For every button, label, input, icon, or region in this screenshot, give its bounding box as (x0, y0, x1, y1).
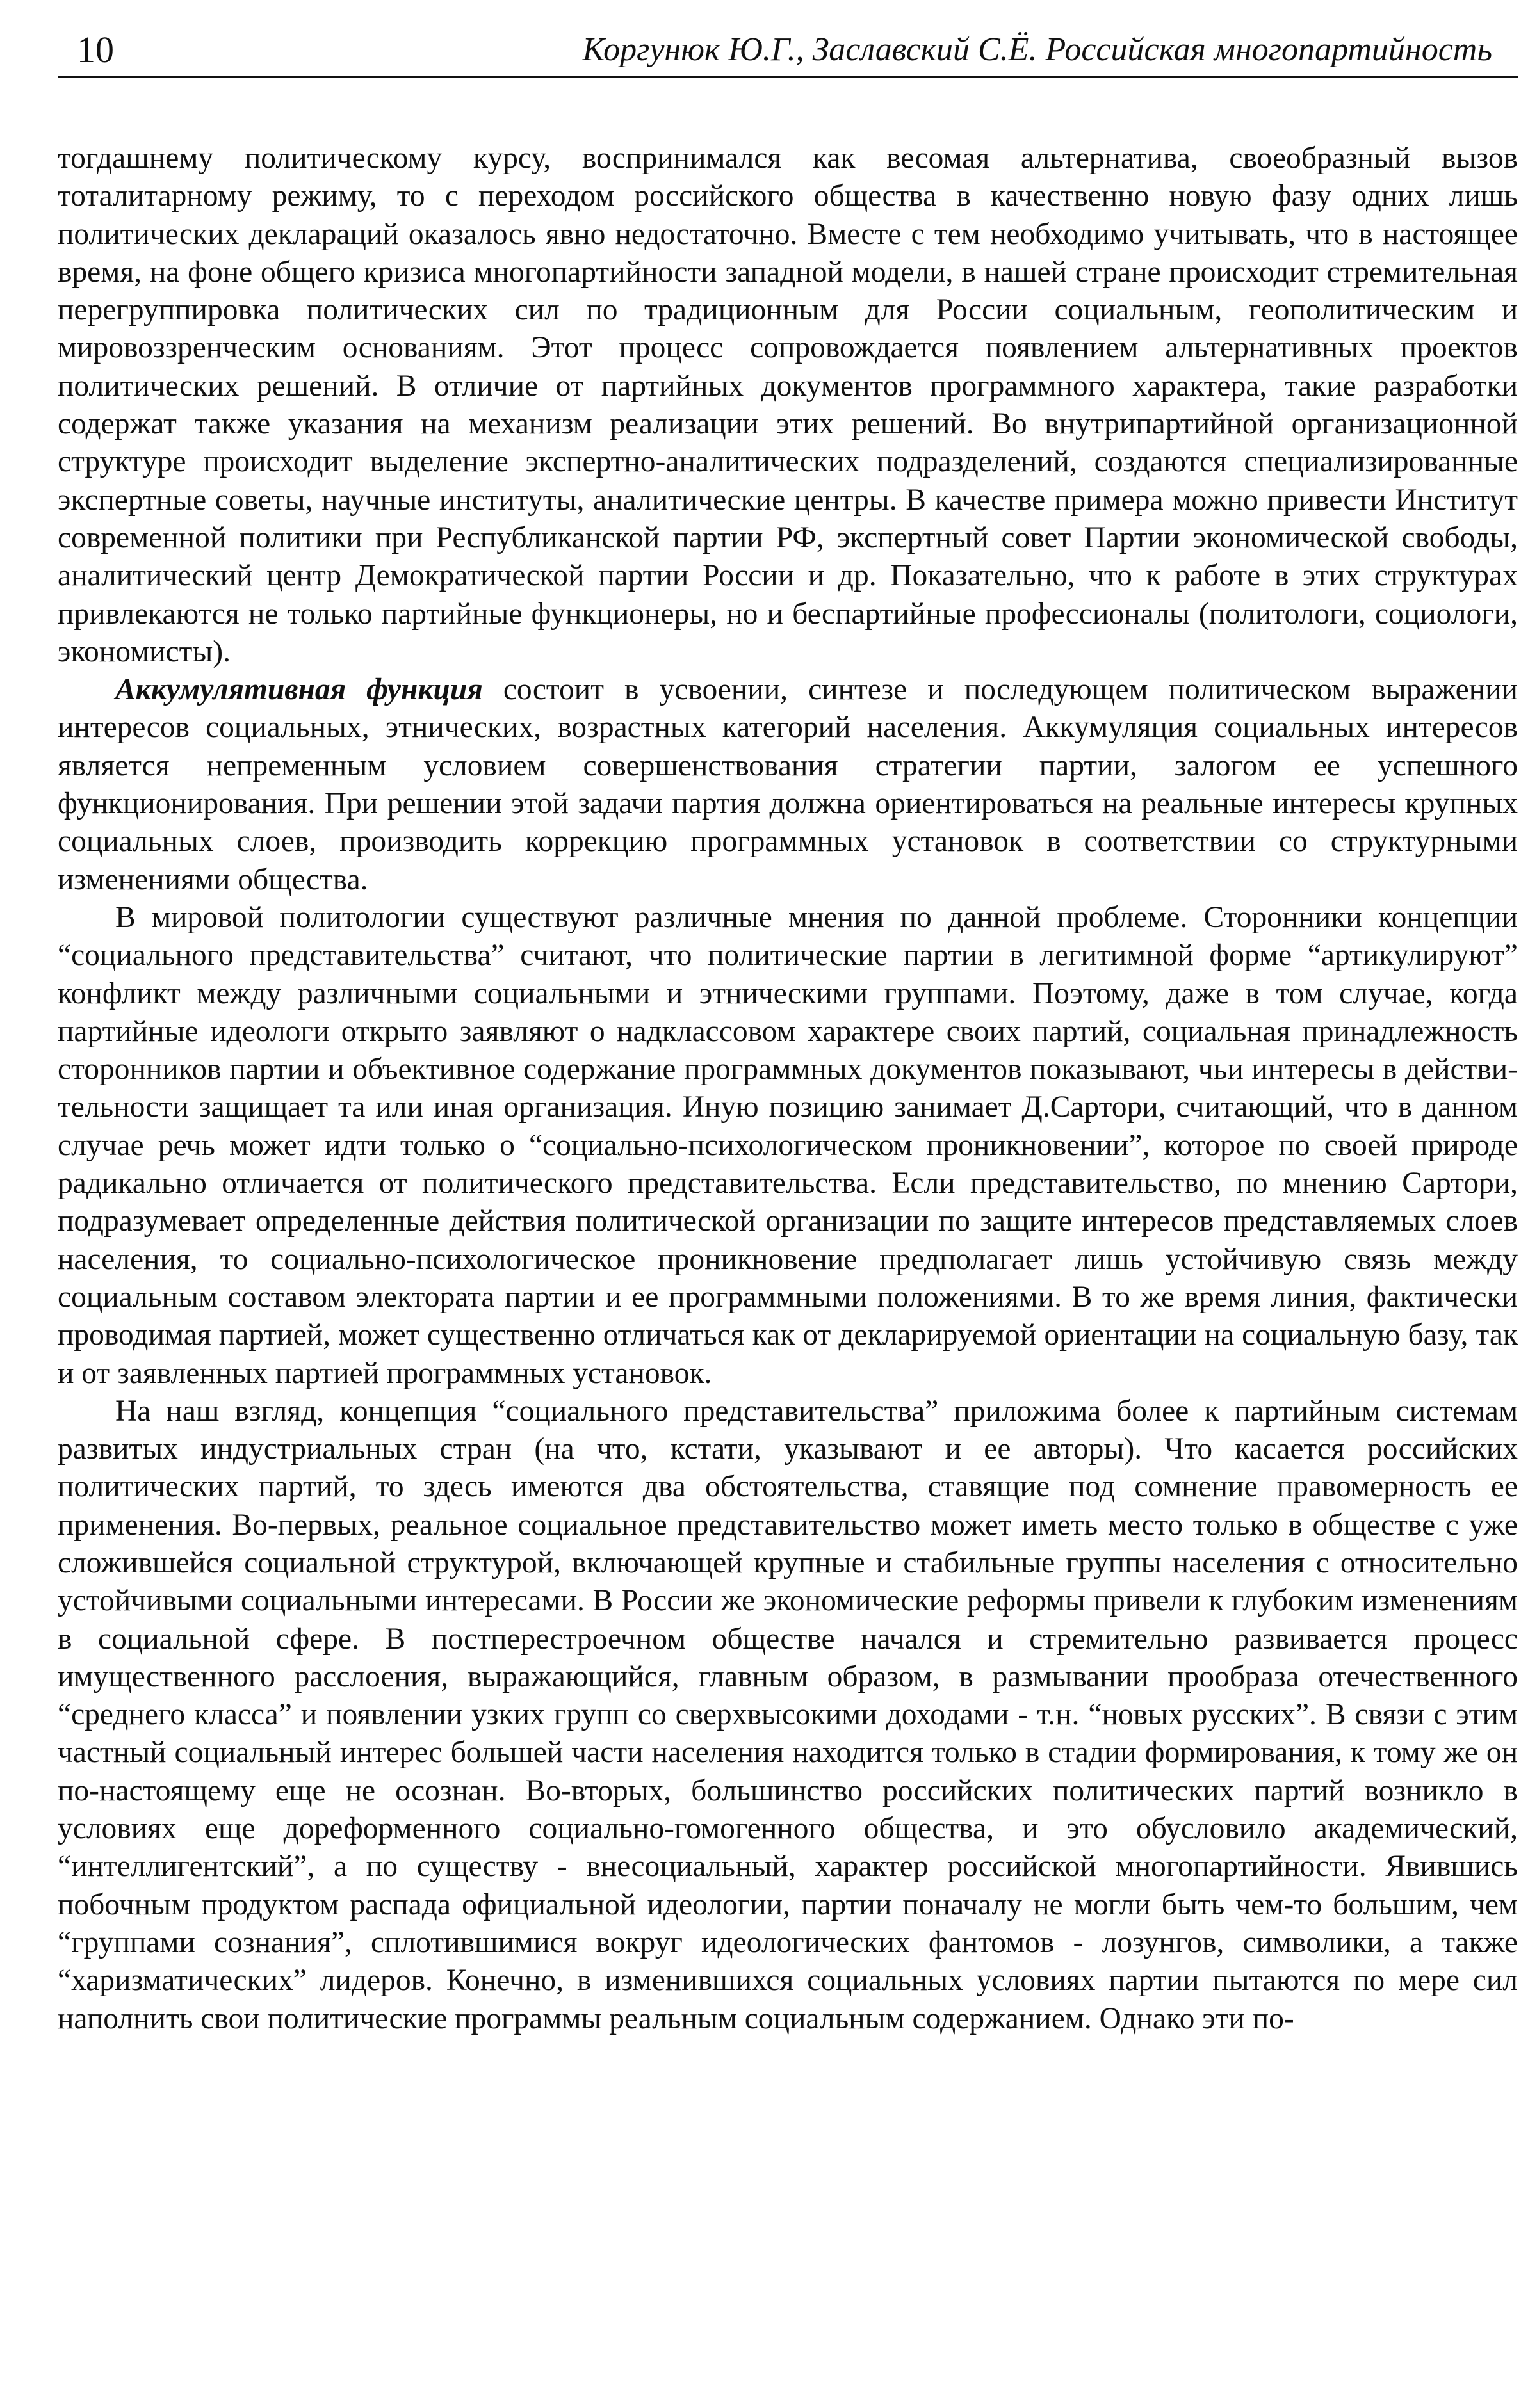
paragraph-world-political-science (58, 899, 1518, 1393)
paragraph-text: тогдашнему политическому курсу, воспринимался как весомая альтернатива, своеобразный вызов тоталитарному режиму, то с переходом российского общества в качественно новую фазу одних лишь политических деклараций оказалось явно недостаточно. Вместе с тем необходимо учитывать, что в настоящее время, на фоне общего кризиса многопартийности западной модели, в нашей стране происходит стремительная перегруппировка политических сил по традиционным для России социальным, геополитическим и мировоззренческим основаниям. Этот процесс сопровождается появлением альтернативных проектов политических решений. В отличие от партийных документов программного характера, такие разработки содержат также указания на механизм реализации этих решений. Во внутрипартийной организационной структуре происходит выделение экспертно-аналитических подразделений, создаются специализированные экспертные советы, научные институты, аналитические центры. В качестве примера можно привести Институт современной политики при Республиканской партии РФ, экспертный совет Партии экономической свободы, аналитический центр Демократической партии России и др. Показательно, что к работе в этих структурах привлекаются не только партийные функционеры, но и беспартийные профессионалы (политологи, социологи, экономисты). (58, 141, 1518, 668)
paragraph-text: В мировой политологии существуют различные мнения по данной проблеме. Сторонники концепции “социального представительства” считают, что политические партии в легитимной форме “артикулируют” конфликт между различными социальными и этническими группами. Поэтому, даже в том случае, когда партийные идеологи открыто заявляют о надклассовом характере своих партий, социальная принадлежность сторонников партии и объективное содержание программных документов показывают, чьи интересы в действительности защищает та или иная организация. Иную позицию занимает Д.Сартори, считающий, что в данном случае речь может идти только о “социально-психологическом проникновении”, которое по своей природе радикально отличается от политического представительства. Если представительство, по мнению Сартори, подразумевает определенные действия политической организации по защите интересов представляемых слоев населения, то социально-психологическое проникновение предполагает лишь устойчивую связь между социальным составом электората партии и ее программными положениями. В то же время линия, фактически проводимая партией, может существенно отличаться как от декларируемой ориентации на социальную базу, так и от заявленных партией программных установок. (58, 900, 1518, 1390)
running-title: Коргунюк Ю.Г., Заславский С.Ё. Российская многопартийность (582, 31, 1492, 68)
term-heading: Аккумулятивная функция (115, 673, 483, 707)
paragraph-continued (58, 140, 1518, 671)
paragraph-accumulative-function (58, 671, 1518, 899)
paragraph-text: состоит в усвоении, синтезе и последующем политическом выражении интересов социальных, этнических, возрастных категорий населения. Аккумуляция социальных интересов является непременным условием совершенствования стратегии партии, залогом ее успешного функционирования. При решении этой задачи партия должна ориентироваться на реальные интересы крупных социальных слоев, производить коррекцию программных установок в соответствии со структурными изменениями общества. (58, 673, 1518, 896)
paragraph-our-view (58, 1393, 1518, 2038)
body-text (58, 140, 1518, 2038)
running-header (58, 26, 1518, 78)
book-page (58, 26, 1518, 2395)
page-number: 10 (77, 29, 114, 70)
paragraph-text: На наш взгляд, концепция “социального представительства” приложима более к партийным системам развитых индустриальных стран (на что, кстати, указывают и ее авторы). Что касается российских политических партий, то здесь имеются два обстоятельства, ставящие под сомнение правомерность ее применения. Во-первых, реальное социальное представительство может иметь место только в обществе с уже сложившейся социальной структурой, включающей крупные и стабильные группы населения с относительно устойчивыми социальными интересами. В России же экономические реформы привели к глубоким изменениям в социальной сфере. В постперестроечном обществе начался и стремительно развивается процесс имущественного расслоения, выражающийся, главным образом, в размывании прообраза отечественного “среднего класса” и появлении узких групп со сверхвысокими доходами - т.н. “новых русских”. В связи с этим частный социальный интерес большей части населения находится только в стадии формирования, к тому же он по-настоящему еще не осознан. Во-вторых, большинство российских политических партий возникло в условиях еще дореформенного социально-гомогенного общества, и это обусловило академический, “интеллигентский”, а по существу - внесоциальный, характер российской многопартийности. Явившись побочным продуктом распада официальной идеологии, партии поначалу не могли быть чем-то большим, чем “группами сознания”, сплотившимися вокруг идеологических фантомов - лозунгов, символики, а также “харизматических” лидеров. Конечно, в изменившихся социальных условиях партии пытаются по мере сил наполнить свои политические программы реальным социальным содержанием. Однако эти по- (58, 1394, 1518, 2035)
